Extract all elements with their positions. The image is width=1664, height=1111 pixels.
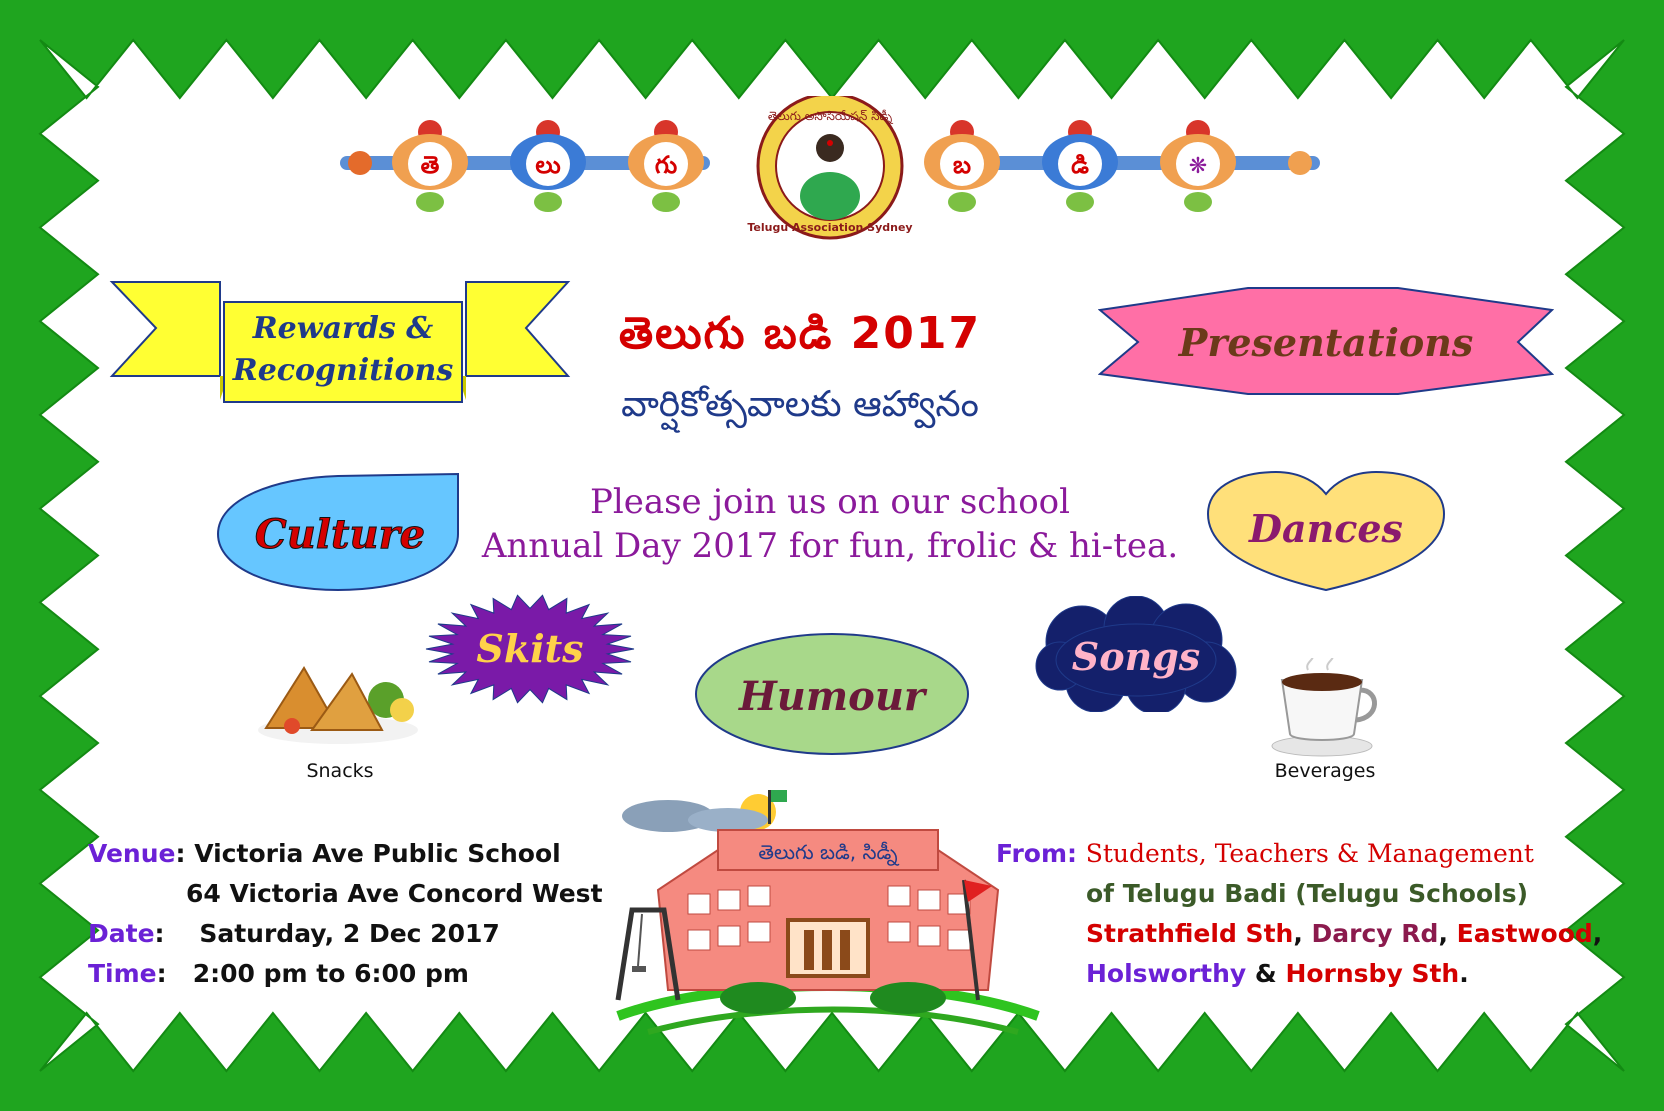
page-subtitle: వార్షికోత్సవాలకు ఆహ్వానం [621, 384, 979, 425]
from-line-2-row [996, 874, 1602, 914]
time-row: Time: 2:00 pm to 6:00 pm [88, 959, 469, 988]
figure-4 [924, 120, 1000, 212]
figure-3 [628, 120, 704, 212]
school-holsworthy: Holsworthy [1086, 959, 1247, 988]
date-label: Date [88, 919, 155, 948]
school-hornsby: Hornsby Sth [1285, 959, 1460, 988]
songs-label: Songs [1071, 634, 1201, 679]
event-details [88, 834, 603, 994]
school-eastwood: Eastwood [1456, 919, 1593, 948]
logo-letter-3: గు [654, 151, 678, 179]
invitation-message [430, 480, 1230, 568]
venue-address: 64 Victoria Ave Concord West [186, 879, 603, 908]
association-seal [747, 96, 912, 238]
separator: , [1438, 919, 1448, 948]
from-line-2: of Telugu Badi (Telugu Schools) [1086, 879, 1529, 908]
school-sign-text: తెలుగు బడి, సిడ్నీ [758, 840, 898, 864]
skits-label: Skits [476, 626, 584, 671]
date-row: Date: Saturday, 2 Dec 2017 [88, 919, 500, 948]
dances-badge [1204, 470, 1448, 594]
culture-badge [216, 472, 462, 594]
logo-letter-6: ❋ [1188, 154, 1208, 179]
logo-letter-4: బ [953, 151, 971, 179]
schools-row-1 [996, 914, 1602, 954]
separator: . [1459, 959, 1469, 988]
samosa-icon [252, 660, 424, 746]
page-title: తెలుగు బడి 2017 [618, 308, 982, 359]
time-label: Time [88, 959, 157, 988]
snacks-caption: Snacks [306, 760, 374, 782]
venue-address-row [88, 874, 603, 914]
figure-6 [1160, 120, 1236, 212]
humour-label: Humour [738, 673, 926, 720]
separator: & [1254, 959, 1277, 988]
culture-label: Culture [254, 511, 426, 558]
seal-ring-text: తెలుగు అసోసియేషన్ సిడ్నీ [767, 109, 893, 123]
beverages-caption: Beverages [1274, 760, 1376, 782]
rewards-line-1: Rewards & [252, 311, 434, 346]
dances-label: Dances [1249, 506, 1403, 551]
from-details [996, 834, 1602, 994]
venue-row: Venue: Victoria Ave Public School [88, 839, 561, 868]
school-strathfield: Strathfield Sth [1086, 919, 1294, 948]
from-label: From: [996, 839, 1078, 868]
logo-letter-1: తె [420, 151, 440, 179]
separator: , [1592, 919, 1603, 948]
seal-english-text: Telugu Association Sydney [747, 221, 913, 234]
from-row [996, 834, 1602, 874]
figure-5 [1042, 120, 1118, 212]
school-building-illustration [608, 790, 1048, 1046]
figure-1 [392, 120, 468, 212]
separator: , [1293, 919, 1303, 948]
school-darcy: Darcy Rd [1311, 919, 1439, 948]
presentations-label: Presentations [1178, 320, 1474, 365]
humour-badge [694, 632, 970, 756]
date-value: Saturday, 2 Dec 2017 [199, 919, 500, 948]
songs-badge [1030, 596, 1242, 712]
logo-letter-5: డి [1071, 151, 1089, 179]
venue-name: Victoria Ave Public School [194, 839, 561, 868]
logo-banner [330, 96, 1330, 246]
figure-chain-right [950, 151, 1320, 175]
from-line-1: Students, Teachers & Management [1085, 839, 1534, 868]
skits-badge [424, 594, 636, 704]
tea-cup-icon [1268, 658, 1382, 758]
figure-2 [510, 120, 586, 212]
invitation-line-2: Annual Day 2017 for fun, frolic & hi-tea. [481, 526, 1179, 566]
invitation-line-1: Please join us on our school [589, 482, 1071, 522]
rewards-line-2: Recognitions [232, 353, 454, 388]
rewards-ribbon-badge [108, 280, 578, 412]
schools-row-2 [996, 954, 1602, 994]
time-value: 2:00 pm to 6:00 pm [192, 959, 469, 988]
venue-label: Venue [88, 839, 176, 868]
presentations-badge [1098, 278, 1554, 398]
logo-letter-2: లు [535, 151, 561, 179]
